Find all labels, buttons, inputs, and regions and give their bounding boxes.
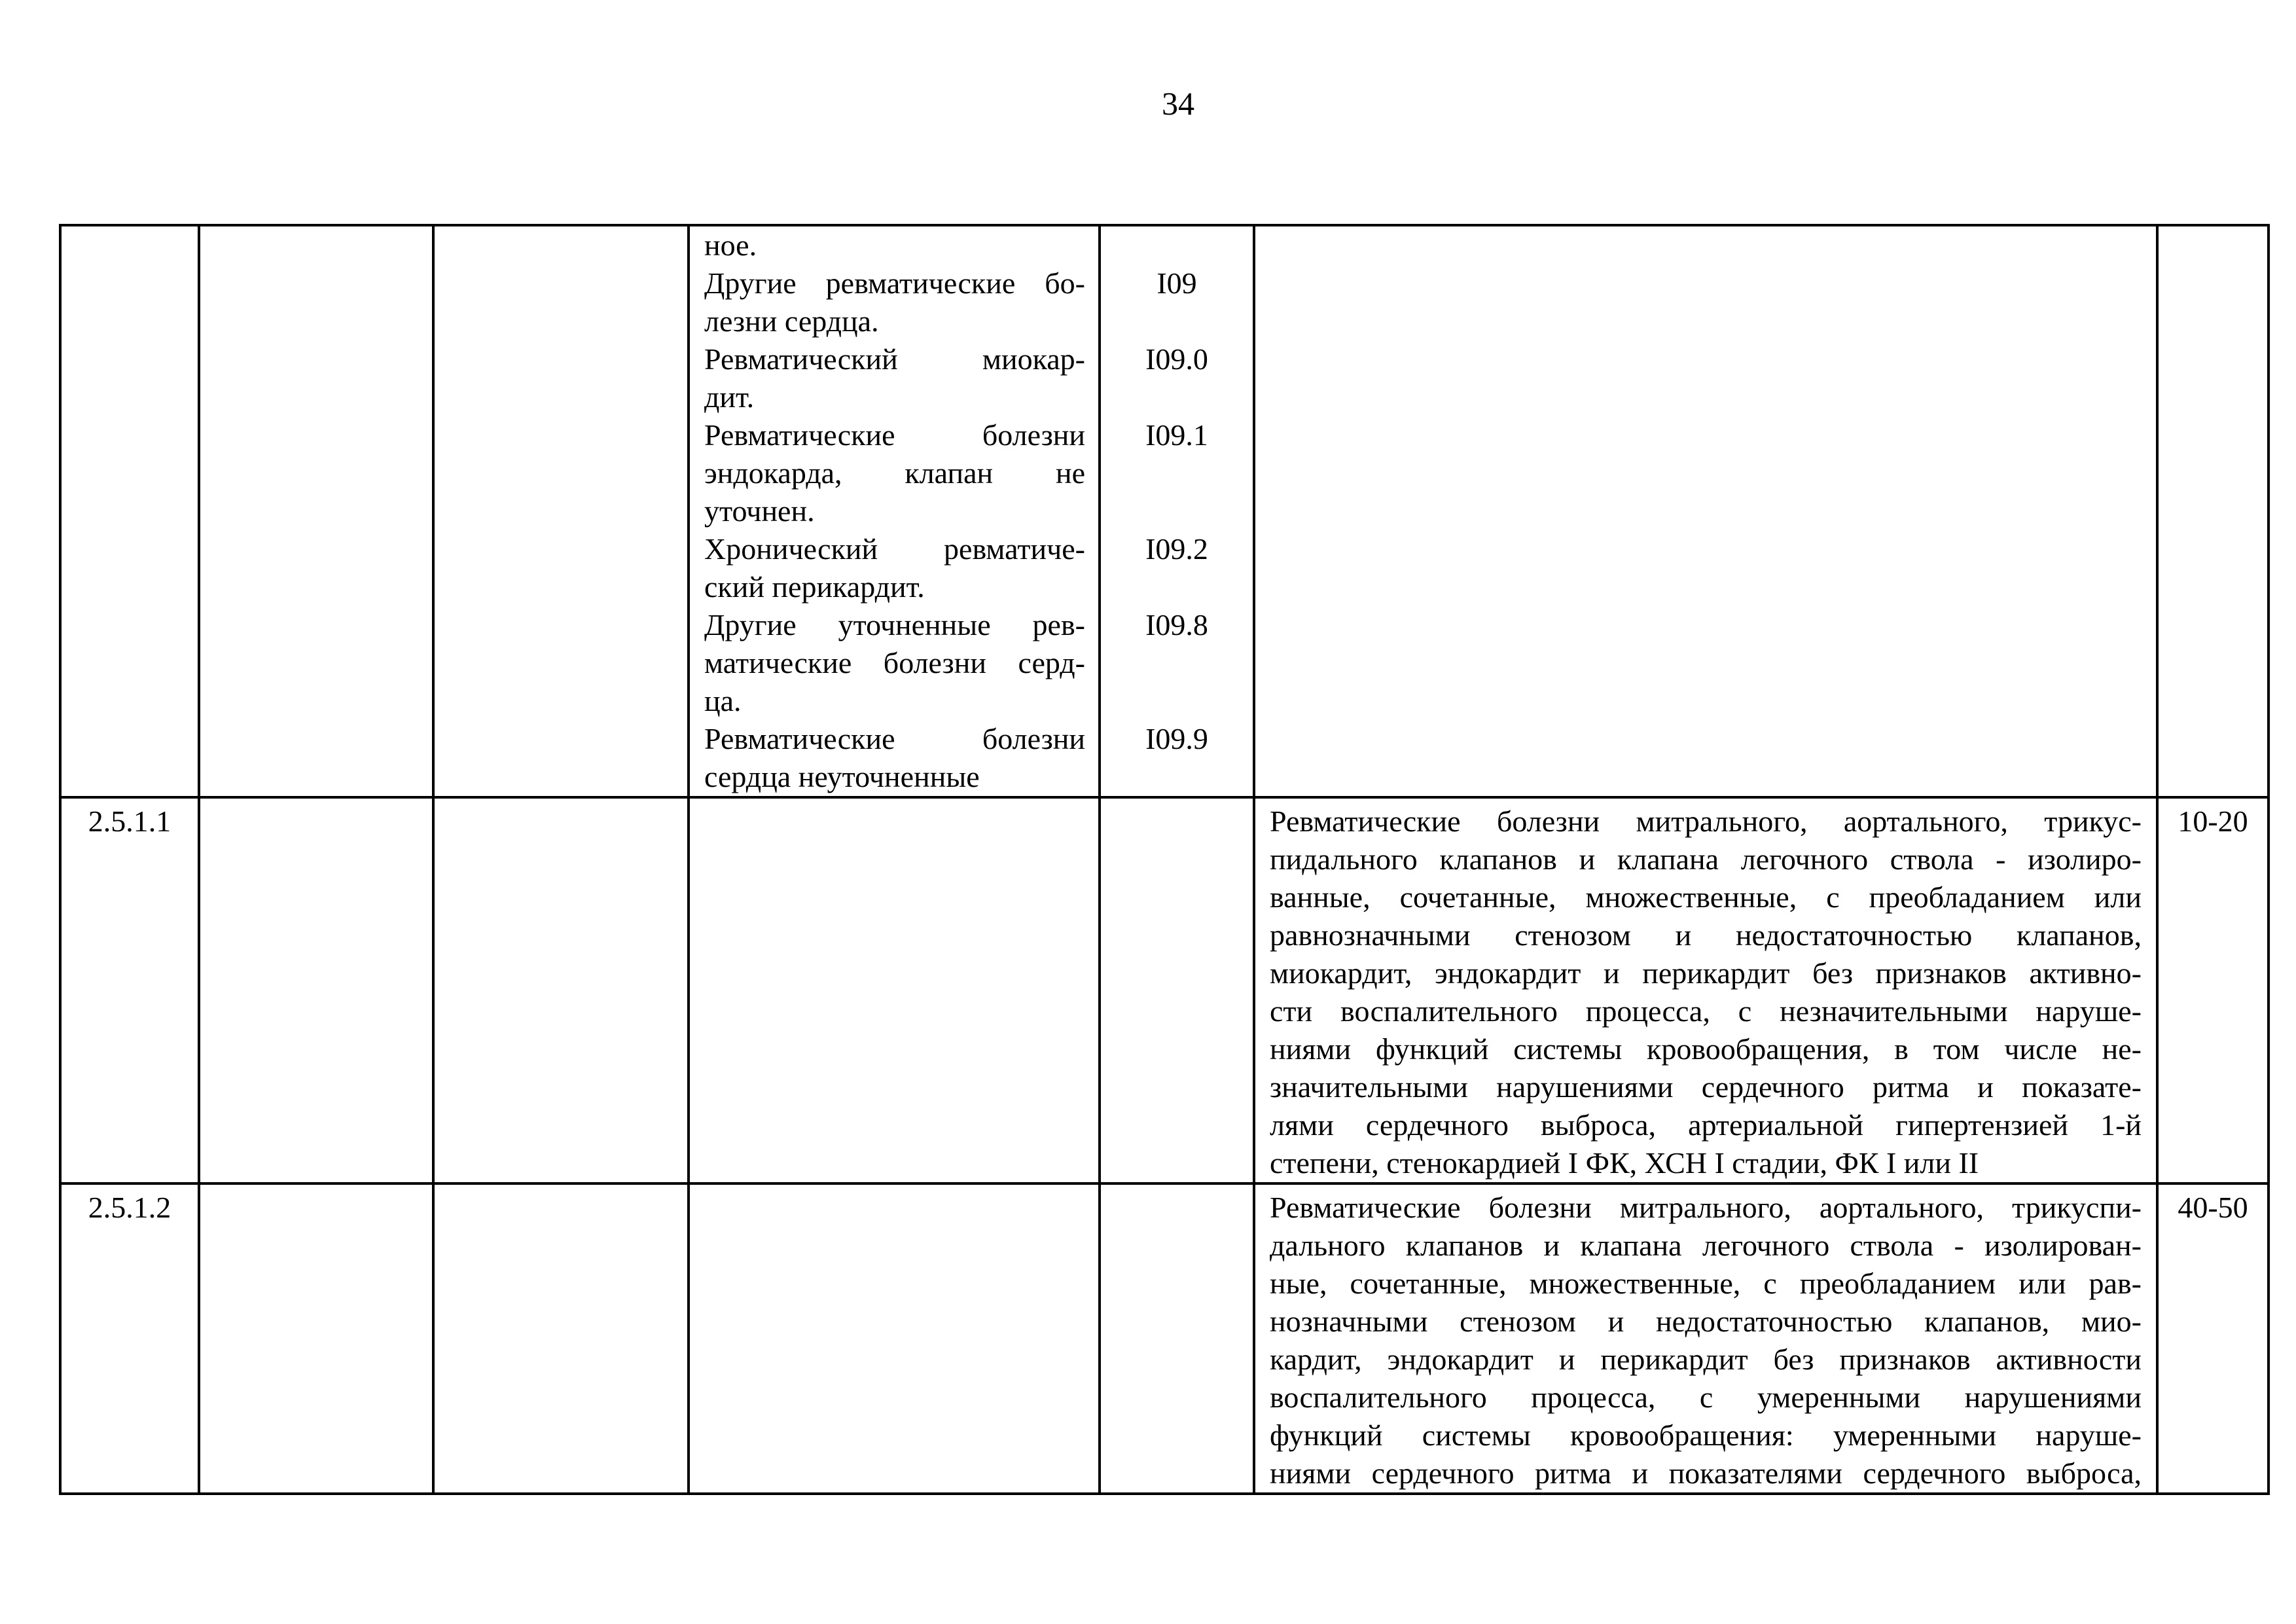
description-line: Ревматические болезни митрального, аортального, трикуспи-: [1270, 1191, 2142, 1224]
empty-cell: [433, 1183, 689, 1494]
description-line: пидального клапанов и клапана легочного ствола - изолиро-: [1270, 842, 2142, 876]
description-line: ванные, сочетанные, множественные, с преобладанием или: [1270, 880, 2142, 914]
description-line: Ревматические болезни митрального, аортального, трикус-: [1270, 804, 2142, 838]
description-line: равнозначными стенозом и недостаточностью клапанов,: [1270, 918, 2142, 952]
description-line: нозначными стенозом и недостаточностью клапанов, мио-: [1270, 1305, 2142, 1338]
diagnosis-line: Другие уточненные рев-: [704, 608, 1085, 641]
empty-cell: [199, 797, 433, 1183]
row-score: 40-50: [2157, 1183, 2269, 1494]
diagnosis-item: [704, 264, 1085, 340]
diagnosis-code: I09.1: [1145, 418, 1208, 452]
description-line: ниями функций системы кровообращения, в том числе не-: [1270, 1032, 2142, 1066]
description-line: воспалительного процесса, с умеренными нарушениями: [1270, 1380, 2142, 1414]
diagnosis-item: [704, 606, 1085, 720]
row-description: [1254, 797, 2157, 1183]
code-cell: [1100, 225, 1254, 797]
row-number: 2.5.1.1: [60, 797, 199, 1183]
diagnosis-line: Ревматические болезни: [704, 722, 1085, 755]
classification-table: [59, 224, 2270, 1495]
diagnosis-line: эндокарда, клапан не: [704, 456, 1085, 490]
empty-cell: [689, 1183, 1100, 1494]
description-line: миокардит, эндокардит и перикардит без признаков активно-: [1270, 956, 2142, 990]
diagnosis-code: I09: [1157, 266, 1197, 300]
diagnosis-code: I09.2: [1145, 532, 1208, 566]
table-row: [60, 1183, 2269, 1494]
description-line: ниями сердечного ритма и показателями сердечного выброса,: [1270, 1456, 2142, 1490]
diagnosis-cell: [689, 225, 1100, 797]
diagnosis-line: дит.: [704, 380, 755, 414]
description-line: сти воспалительного процесса, с незначительными наруше-: [1270, 994, 2142, 1028]
empty-cell: [433, 797, 689, 1183]
diagnosis-item: [704, 720, 1085, 796]
diagnosis-line: уточнен.: [704, 494, 815, 528]
row-description: [1254, 1183, 2157, 1494]
description-line: функций системы кровообращения: умеренными наруше-: [1270, 1418, 2142, 1452]
diagnosis-line: ца.: [704, 684, 742, 717]
description-line: лями сердечного выброса, артериальной гипертензией 1-й: [1270, 1108, 2142, 1142]
diagnosis-line: сердца неуточненные: [704, 760, 980, 793]
number-cell: [60, 225, 199, 797]
diagnosis-line: Ревматический миокар-: [704, 342, 1085, 376]
table-row: [60, 797, 2269, 1183]
empty-cell: [199, 225, 433, 797]
table-row-continued: [60, 225, 2269, 797]
description-line: значительными нарушениями сердечного ритма и показате-: [1270, 1070, 2142, 1104]
description-line: ные, сочетанные, множественные, с преобладанием или рав-: [1270, 1267, 2142, 1300]
diagnosis-item: [704, 530, 1085, 606]
diagnosis-line: ное.: [704, 228, 757, 262]
description-line: степени, стенокардией I ФК, ХСН I стадии, ФК I или II: [1270, 1146, 1979, 1180]
diagnosis-line: Ревматические болезни: [704, 418, 1085, 452]
diagnosis-list: [690, 226, 1098, 796]
diagnosis-line: лезни сердца.: [704, 304, 879, 338]
diagnosis-code: I09.8: [1145, 608, 1208, 641]
page-number: 34: [1162, 85, 1194, 122]
row-score: 10-20: [2157, 797, 2269, 1183]
description-cell: [1254, 225, 2157, 797]
empty-cell: [1100, 797, 1254, 1183]
diagnosis-line: Хронический ревматиче-: [704, 532, 1085, 566]
empty-cell: [1100, 1183, 1254, 1494]
diagnosis-line: Другие ревматические бо-: [704, 266, 1085, 300]
diagnosis-item: [704, 340, 1085, 416]
diagnosis-code: I09.0: [1145, 342, 1208, 376]
description-line: дального клапанов и клапана легочного ствола - изолирован-: [1270, 1229, 2142, 1262]
row-number: 2.5.1.2: [60, 1183, 199, 1494]
diagnosis-line: ский перикардит.: [704, 570, 925, 604]
diagnosis-item: [704, 226, 1085, 264]
score-cell: [2157, 225, 2269, 797]
diagnosis-code: I09.9: [1145, 722, 1208, 755]
diagnosis-item: [704, 416, 1085, 530]
empty-cell: [689, 797, 1100, 1183]
description-line: кардит, эндокардит и перикардит без признаков активности: [1270, 1343, 2142, 1376]
empty-cell: [199, 1183, 433, 1494]
empty-cell: [433, 225, 689, 797]
diagnosis-line: матические болезни серд-: [704, 646, 1085, 679]
